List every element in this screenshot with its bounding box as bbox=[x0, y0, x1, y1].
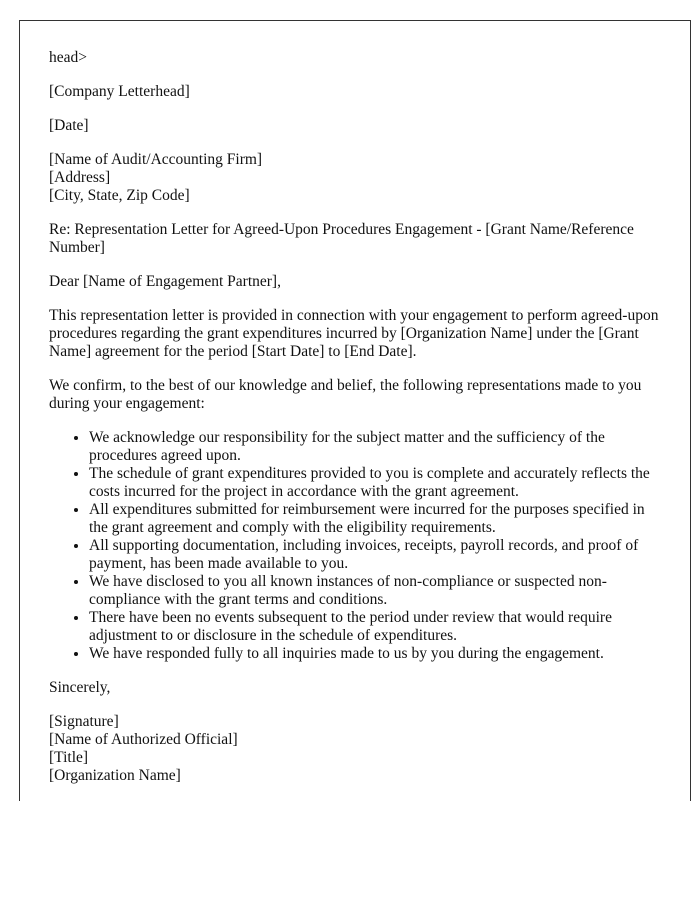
salutation: Dear [Name of Engagement Partner], bbox=[49, 273, 281, 290]
official-title: [Title] bbox=[49, 749, 89, 766]
list-item: • All expenditures submitted for reimbursement were incurred for the purposes specified in the grant agreement and comply with the eligibility requirements. bbox=[89, 501, 661, 537]
list-item: • We have disclosed to you all known instances of non-compliance or suspected non-compliance with the grant terms and conditions. bbox=[89, 573, 661, 609]
stray-text: head> bbox=[49, 49, 88, 66]
list-item: • We have responded fully to all inquiries made to us by you during the engagement. bbox=[89, 645, 661, 663]
list-item: • All supporting documentation, including invoices, receipts, payroll records, and proof of payment, has been made available to you. bbox=[89, 537, 661, 573]
letterhead: [Company Letterhead] bbox=[49, 83, 190, 100]
closing: Sincerely, bbox=[49, 679, 111, 696]
official-name: [Name of Authorized Official] bbox=[49, 731, 238, 748]
representations-list bbox=[49, 429, 661, 663]
organization-name: [Organization Name] bbox=[49, 767, 181, 784]
signature: [Signature] bbox=[49, 713, 119, 730]
list-item: • The schedule of grant expenditures provided to you is complete and accurately reflects the costs incurred for the project in accordance with the grant agreement. bbox=[89, 465, 661, 501]
letter-page bbox=[19, 20, 691, 801]
recipient-city: [City, State, Zip Code] bbox=[49, 187, 190, 204]
date: [Date] bbox=[49, 117, 89, 134]
confirm-paragraph: We confirm, to the best of our knowledge and belief, the following representations made to you during your engagement: bbox=[49, 377, 642, 412]
intro-paragraph: This representation letter is provided in connection with your engagement to perform agreed-upon procedures regarding the grant expenditures incurred by [Organization Name] under the [Grant Name] agreement for the period [Start Date] to [End Date]. bbox=[49, 307, 659, 360]
recipient-street: [Address] bbox=[49, 169, 111, 186]
list-item: • There have been no events subsequent to the period under review that would require adjustment to or disclosure in the schedule of expenditures. bbox=[89, 609, 661, 645]
recipient-firm: [Name of Audit/Accounting Firm] bbox=[49, 151, 263, 168]
recipient-address bbox=[49, 151, 661, 205]
subject-line: Re: Representation Letter for Agreed-Upon Procedures Engagement - [Grant Name/Reference Number] bbox=[49, 221, 634, 256]
list-item: • We acknowledge our responsibility for the subject matter and the sufficiency of the procedures agreed upon. bbox=[89, 429, 661, 465]
signature-block bbox=[49, 713, 661, 785]
